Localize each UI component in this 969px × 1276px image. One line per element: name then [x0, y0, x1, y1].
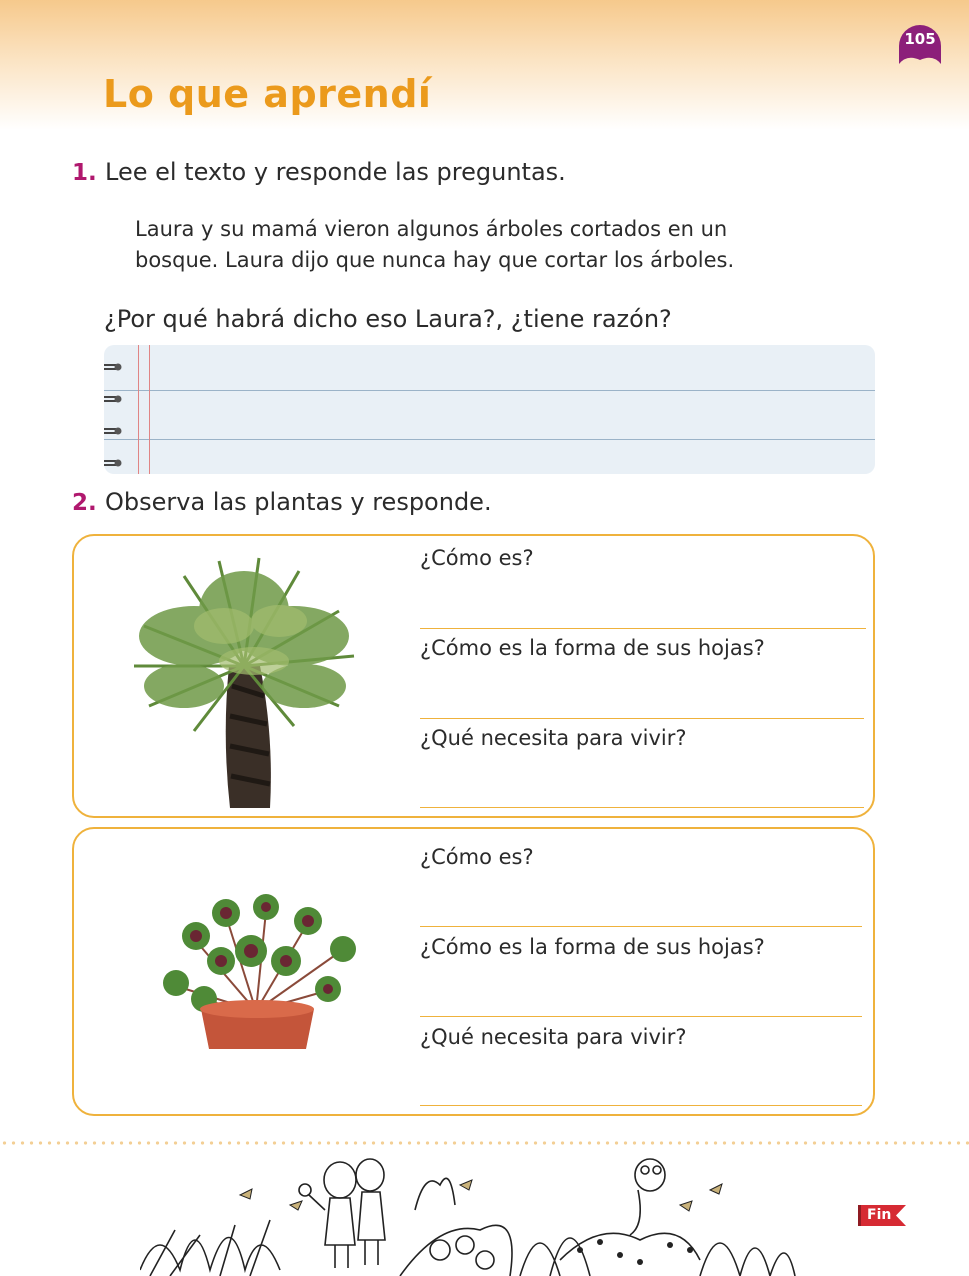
plant1-answer-line-1[interactable] — [420, 628, 866, 629]
question-1-instruction: Lee el texto y responde las preguntas. — [105, 158, 566, 186]
plant-box-clover — [72, 827, 875, 1116]
plant1-question-2: ¿Cómo es la forma de sus hojas? — [420, 636, 765, 660]
spiral-ring-icon — [104, 395, 122, 403]
spiral-ring-icon — [104, 459, 122, 467]
palm-tree-image — [124, 556, 359, 812]
notebook-margin-line — [138, 345, 139, 474]
plant1-answer-line-3[interactable] — [420, 807, 864, 808]
page-number-badge — [897, 24, 943, 68]
dotted-divider — [0, 1140, 969, 1146]
page-number: 105 — [904, 30, 936, 48]
end-badge — [858, 1203, 906, 1228]
reading-passage — [135, 214, 775, 276]
question-1-number: 1. — [72, 160, 97, 186]
children-exploring-plants-illustration — [140, 1150, 800, 1276]
question-1-prompt: ¿Por qué habrá dicho eso Laura?, ¿tiene razón? — [104, 305, 672, 333]
plant2-answer-line-2[interactable] — [420, 1016, 862, 1017]
plant1-answer-line-2[interactable] — [420, 718, 864, 719]
plant1-question-1: ¿Cómo es? — [420, 546, 534, 570]
passage-line-2: bosque. Laura dijo que nunca hay que cortar los árboles. — [135, 248, 735, 272]
plant2-answer-line-3[interactable] — [420, 1105, 862, 1106]
plant2-question-1: ¿Cómo es? — [420, 845, 534, 869]
notebook-rule-1 — [104, 390, 875, 391]
plant1-question-3: ¿Qué necesita para vivir? — [420, 726, 687, 750]
notebook-margin-line — [149, 345, 150, 474]
plant2-answer-line-1[interactable] — [420, 926, 862, 927]
potted-clover-plant-image — [136, 891, 361, 1053]
page-title: Lo que aprendí — [103, 72, 432, 116]
answer-notebook[interactable] — [104, 345, 875, 474]
plant2-question-2: ¿Cómo es la forma de sus hojas? — [420, 935, 765, 959]
passage-line-1: Laura y su mamá vieron algunos árboles cortados en un — [135, 217, 728, 241]
notebook-rule-2 — [104, 439, 875, 440]
question-2-instruction: Observa las plantas y responde. — [105, 488, 492, 516]
plant2-question-3: ¿Qué necesita para vivir? — [420, 1025, 687, 1049]
spiral-ring-icon — [104, 363, 122, 371]
question-2-number: 2. — [72, 490, 97, 516]
plant-box-palm — [72, 534, 875, 818]
end-label: Fin — [867, 1207, 892, 1223]
spiral-ring-icon — [104, 427, 122, 435]
